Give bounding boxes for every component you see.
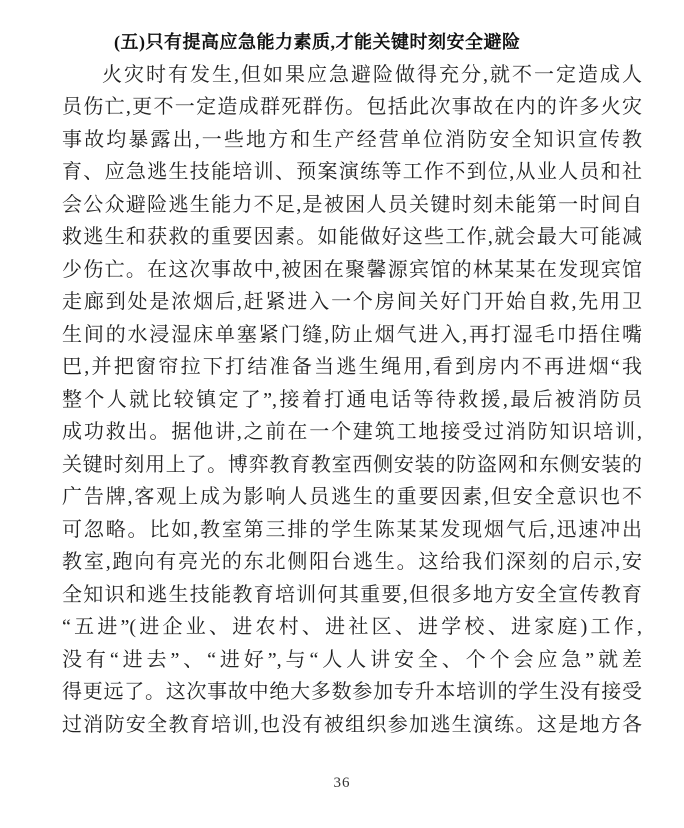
text-block bbox=[62, 26, 642, 741]
text-line: 员伤亡,更不一定造成群死群伤。包括此次事故在内的许多火灾 bbox=[62, 96, 642, 118]
text-line: 事故均暴露出,一些地方和生产经营单位消防安全知识宣传教 bbox=[62, 128, 642, 151]
text-line: 整个人就比较镇定了”,接着打通电话等待救援,最后被消防员 bbox=[62, 388, 642, 411]
text-line: 关键时刻用上了。博弈教育教室西侧安装的防盗网和东侧安装的 bbox=[62, 453, 642, 476]
text-line: “五进”(进企业、进农村、进社区、进学校、进家庭)工作, bbox=[62, 616, 642, 638]
text-line: 巴,并把窗帘拉下打结准备当逃生绳用,看到房内不再进烟“我 bbox=[62, 356, 642, 378]
text-line: 广告牌,客观上成为影响人员逃生的重要因素,但安全意识也不 bbox=[62, 486, 642, 508]
text-line: 可忽略。比如,教室第三排的学生陈某某发现烟气后,迅速冲出 bbox=[62, 518, 642, 541]
paragraph-body bbox=[62, 59, 642, 742]
page-number: 36 bbox=[333, 775, 351, 791]
text-line: 火灾时有发生,但如果应急避险做得充分,就不一定造成人 bbox=[102, 63, 642, 86]
text-line: 全知识和逃生技能教育培训何其重要,但很多地方安全宣传教育 bbox=[62, 583, 642, 606]
text-line: 育、应急逃生技能培训、预案演练等工作不到位,从业人员和社 bbox=[62, 161, 642, 183]
text-line: 救逃生和获救的重要因素。如能做好这些工作,就会最大可能减 bbox=[62, 226, 642, 248]
text-line: 会公众避险逃生能力不足,是被困人员关键时刻未能第一时间自 bbox=[62, 193, 642, 216]
section-heading: (五)只有提高应急能力素质,才能关键时刻安全避险 bbox=[114, 32, 521, 52]
text-line: 没有“进去”、“进好”,与“人人讲安全、个个会应急”就差 bbox=[62, 648, 642, 671]
text-line: 生间的水浸湿床单塞紧门缝,防止烟气进入,再打湿毛巾捂住嘴 bbox=[62, 323, 642, 346]
text-line: 过消防安全教育培训,也没有被组织参加逃生演练。这是地方各 bbox=[62, 713, 642, 736]
text-line: 教室,跑向有亮光的东北侧阳台逃生。这给我们深刻的启示,安 bbox=[62, 551, 642, 573]
text-line: 少伤亡。在这次事故中,被困在聚馨源宾馆的林某某在发现宾馆 bbox=[62, 258, 642, 281]
text-line: 得更远了。这次事故中绝大多数参加专升本培训的学生没有接受 bbox=[62, 681, 642, 703]
text-line: 成功救出。据他讲,之前在一个建筑工地接受过消防知识培训, bbox=[62, 421, 642, 443]
text-line: 走廊到处是浓烟后,赶紧进入一个房间关好门开始自救,先用卫 bbox=[62, 291, 642, 313]
